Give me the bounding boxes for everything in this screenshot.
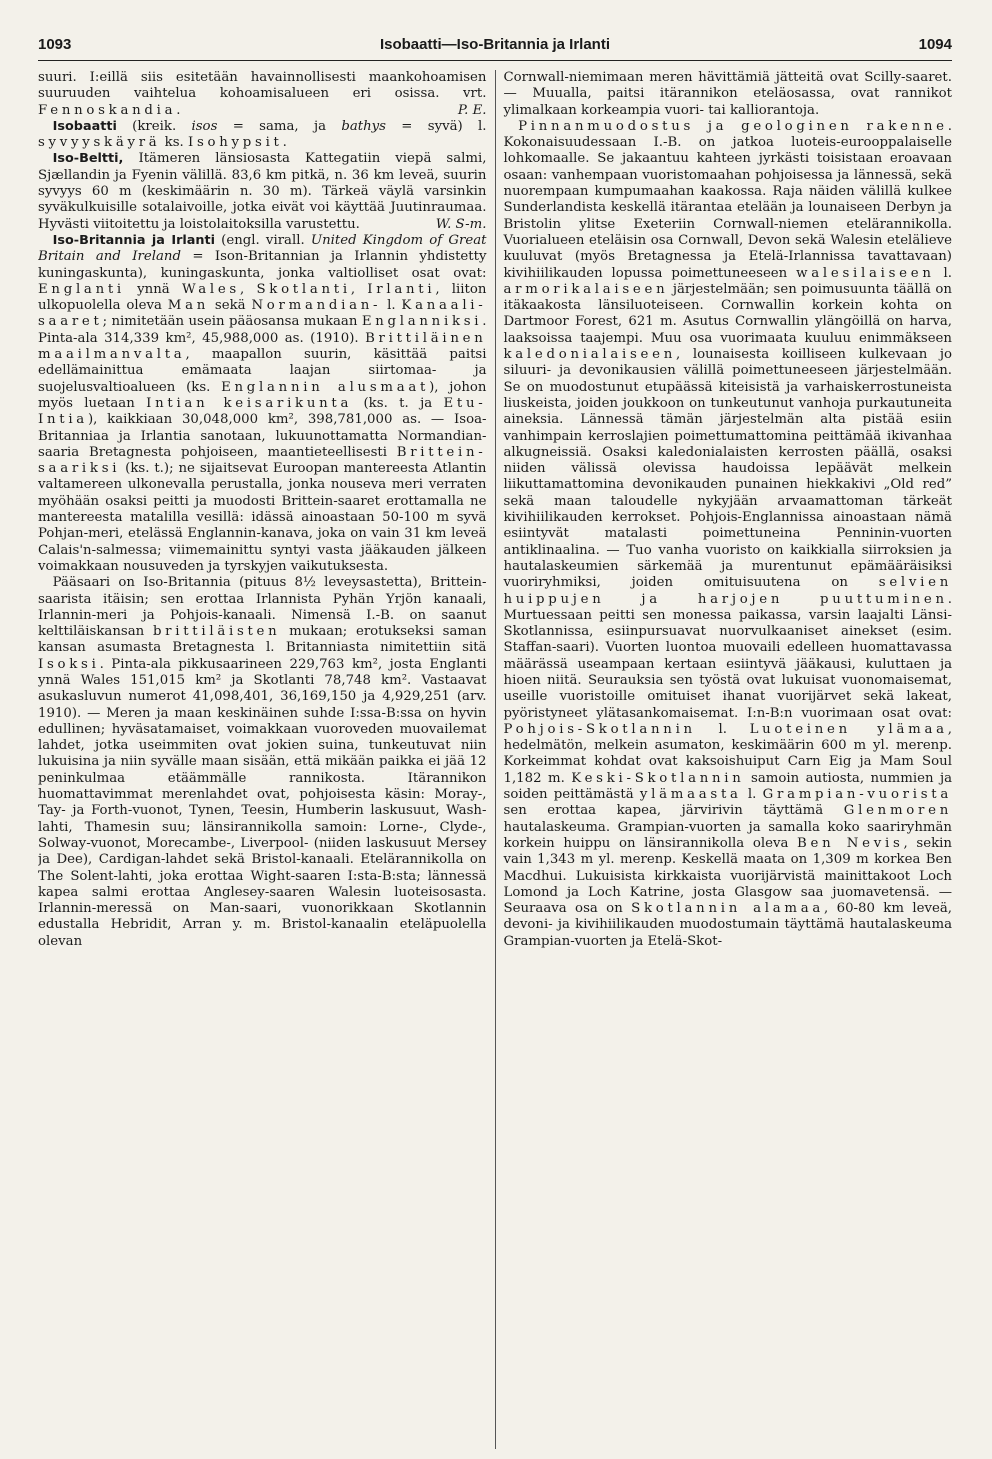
- entry-iso-britannia: Iso-Britannia ja Irlanti (engl. virall. United Kingdom of Great Britain and Ireland = Ison-Britannian ja Irlannin yhdistetty kuningaskunta), kuningaskunta, jonka valtiolliset osat ovat: Englanti ynnä Wales, Skotlanti, Irlanti, liiton ulkopuolella oleva Man sekä Normandian- l. Kanaali-saaret; nimitetään usein pääosansa mukaan Englanniksi. Pinta-ala 314,339 km², 45,988,000 as. (1910). Brittiläinen maailmanvalta, maapallon suurin, käsittää paitsi edellämainittua emämaata laajan siirtomaa- ja suojelusvaltioalueen (ks. Englannin alusmaat), johon myös luetaan Intian keisarikunta (ks. t. ja Etu-Intia), kaikkiaan 30,048,000 km², 398,781,000 as. — Isoa-Britanniaa ja Irlantia sanotaan, lukuunottamatta Normandian-saaria Bretagnesta pohjoiseen, maantieteellisesti Brittein-saariksi (ks. t.); ne sijaitsevat Euroopan mantereesta Atlantin valtamereen ulkonevalla perustalla, jonka nouseva meri verraten myöhään osaksi peitti ja muodosti Brittein-saaret erottamalla ne mantereesta matalilla vesillä: idässä ainoastaan 50-100 m syvä Pohjan-meri, etelässä Englannin-kanava, joka on vain 31 km leveä Calais'n-salmessa; viimemainittu syntyi vasta jääkauden jälkeen voimakkaan nousuveden ja tyrskyjen vaikutuksesta.: [38, 232, 487, 574]
- text-columns: [38, 70, 952, 1449]
- author-signature: P. E.: [457, 102, 487, 118]
- headword: Isobaatti: [52, 118, 117, 134]
- page-number-left: 1093: [38, 36, 72, 53]
- left-column: [38, 70, 495, 1449]
- entry-continuation: suuri. I:eillä siis esitetään havainnollisesti maankohoamisen suuruuden vaihtelua kohoamisalueen eri osissa. vrt. Fennoskandia. P. E.: [38, 70, 487, 118]
- section-pinnanmuodostus: Pinnanmuodostus ja geologinen rakenne. Kokonaisuudessaan I.-B. on jatkoa luoteis-eurooppalaiselle lohkomaalle. Se jakaantuu kahteen jyrkästi toisistaan eroavaan osaan: vanhempaan vuoristomaahan pohjoisessa ja lännessä, sekä nuorempaan kumpumaahan kaakossa. Raja näiden välillä kulkee Sunderlandista keskellä itärantaa etelään ja lounaiseen Derbyn ja Bristolin ylitse Exeteriin Cornwall-niemen etelärannikolla. Vuorialueen eteläisin osa Cornwall, Devon sekä Walesin etelälieve kuuluvat (myös Bretagnessa ja Etelä-Irlannissa tavattavaan) kivihiilikauden lopussa poimettuneeseen walesilaiseen l. armorikalaiseen järjestelmään; sen poimusuunta täällä on itäkaakosta länsiluoteiseen. Cornwallin korkein kohta on Dartmoor Forest, 621 m. Asutus Cornwallin ylängöillä on harva, laaksoissa taajempi. Muu osa vuorimaata kuuluu enimmäkseen kaledonialaiseen, lounaisesta koilliseen kulkevaan jo siluuri- ja devonikausien välillä poimettuneeseen järjestelmään. Se on muodostunut etupäässä kiteisistä ja varhaiskerrostuneista liuskeista, joiden joukkoon on tunkeutunut vanhoja purkautuneita aineksia. Lännessä tämän järjestelmän alta pistää esiin vanhimpain kerroslajien poimettumattomina peittämää ikivanhaa alkugneissiä. Osaksi kaledonialaisten kerrosten päällä, osaksi niiden välissä olevissa haudoissa lepäävät melkein liikuttamattomina devonikauden punainen hiekkakivi „Old red” sekä maan taloudelle nykyjään arvaamattoman tärkeät kivihiilikauden kerrokset. Pohjois-Englannissa ainoastaan nämä esiintyvät matalasti poimettuneina Penninin-vuorten antiklinaalina. — Tuo vanha vuoristo on kaikkialla siirroksien ja hautalaskeumien särkemää ja murentunut epämääräisiksi vuoriryhmiksi, joiden omituisuutena on selvien huippujen ja harjojen puuttuminen. Murtuessaan peitti sen monessa paikassa, varsin laajalti Länsi-Skotlannissa, esiinpursuavat nuorvulkaaniset ainekset (esim. Staffan-saari). Vuorten luontoa muovaili edelleen huomattavassa määrässä useampaan kertaan esiintyvä jääkausi, kuluttaen ja hioen niitä. Seurauksia sen työstä ovat lukuisat vuonomaisemat, useille vuoristoille omituiset ihanat vuorijärvet sekä lakeat, pyöristyneet ylätasankomaisemat. I:n-B:n vuorimaan osat ovat: Pohjois-Skotlannin l. Luoteinen ylämaa, hedelmätön, melkein asumaton, keskimäärin 600 m yl. merenp. Korkeimmat kohdat ovat kaksoishuiput Carn Eig ja Mam Soul 1,182 m. Keski-Skotlannin samoin autiosta, nummien ja soiden peittämästä ylämaasta l. Grampian-vuorista sen erottaa kapea, järvirivin täyttämä Glenmoren hautalaskeuma. Grampian-vuorten ja samalla koko saariryhmän korkein huippu on länsirannikolla oleva Ben Nevis, sekin vain 1,343 m yl. merenp. Keskellä maata on 1,309 m korkea Ben Macdhui. Lukuisista kirkkaista vuorijärvistä mainittakoot Loch Lomond ja Loch Katrine, josta Glasgow saa juomavetensä. — Seuraava osa on Skotlannin alamaa, 60-80 km leveä, devoni- ja kivihiilikauden muodostumain täyttämä hautalaskeuma Grampian-vuorten ja Etelä-Skot-: [503, 118, 952, 949]
- paragraph-paasaari: Pääsaari on Iso-Britannia (pituus 8½ leveysastetta), Brittein-saarista itäisin; sen erottaa Irlannista Pyhän Yrjön kanaali, Irlannin-meri ja Pohjois-kanaali. Nimensä I.-B. on saanut kelttiläiskansan brittiläisten mukaan; erotukseksi saman kansan asumasta Bretagnesta l. Britanniasta nimitettiin sitä Isoksi. Pinta-ala pikkusaarineen 229,763 km², josta Englanti ynnä Wales 151,015 km² ja Skotlanti 78,748 km². Vastaavat asukasluvun numerot 41,098,401, 36,169,150 ja 4,929,251 (arv. 1910). — Meren ja maan keskinäinen suhde I:ssa-B:ssa on hyvin edullinen; hyväsatamaiset, voimakkaan vuoroveden muovailemat lahdet, jotka useimmiten ovat jokien suina, tunkeutuvat niin lukuisina ja niin syvälle maan sisään, että mikään paikka ei jää 12 peninkulmaa etäämmälle rannikosta. Itärannikon huomattavimmat merenlahdet ovat, pohjoisesta käsin: Moray-, Tay- ja Forth-vuonot, Tynen, Teesin, Humberin laskusuut, Wash-lahti, Thamesin suu; länsirannikolla samoin: Lorne-, Clyde-, Solway-vuonot, Morecambe-, Liverpool- (niiden laskusuut Mersey ja Dee), Cardigan-lahdet sekä Bristol-kanaali. Etelärannikolla on The Solent-lahti, joka erottaa Wight-saaren I:sta-B:sta; lännessä kapea salmi erottaa Anglesey-saaren Walesin luoteisosasta. Irlannin-meressä on Man-saari, vuonorikkaan Skotlannin edustalla Hebridit, Arran y. m. Bristol-kanaalin eteläpuolella olevan: [38, 575, 487, 949]
- author-signature: W. S-m.: [435, 216, 487, 232]
- entry-iso-beltti: Iso-Beltti, Itämeren länsiosasta Kattegatiin viepä salmi, Sjællandin ja Fyenin välillä. 83,6 km pitkä, n. 36 km leveä, suurin syvyys 60 m (keskimäärin n. 30 m). Tärkeä väylä varsinkin syväkulkuisille sotalaivoille, jotka eivät voi käyttää Juutinraumaa. Hyvästi viitoitettu ja loistolaitoksilla varustettu. W. S-m.: [38, 151, 487, 232]
- running-title: Isobaatti—Iso-Britannia ja Irlanti: [379, 36, 611, 53]
- page-number-right: 1094: [918, 36, 952, 53]
- headword: Iso-Beltti,: [52, 151, 124, 167]
- paragraph-continuation: Cornwall-niemimaan meren hävittämiä jätteitä ovat Scilly-saaret. — Muualla, paitsi itärannikon eteläosassa, ovat rannikot ylimalkaan korkeampia vuori- tai kalliorantoja.: [503, 70, 952, 118]
- section-heading: Pinnanmuodostus ja geologinen rakenne: [518, 118, 948, 134]
- page-header: [38, 34, 952, 61]
- right-column: [495, 70, 953, 1449]
- headword: Iso-Britannia ja Irlanti: [52, 232, 216, 248]
- entry-isobaatti: Isobaatti (kreik. isos = sama, ja bathys = syvä) l. syvyyskäyrä ks. Isohypsit.: [38, 118, 487, 151]
